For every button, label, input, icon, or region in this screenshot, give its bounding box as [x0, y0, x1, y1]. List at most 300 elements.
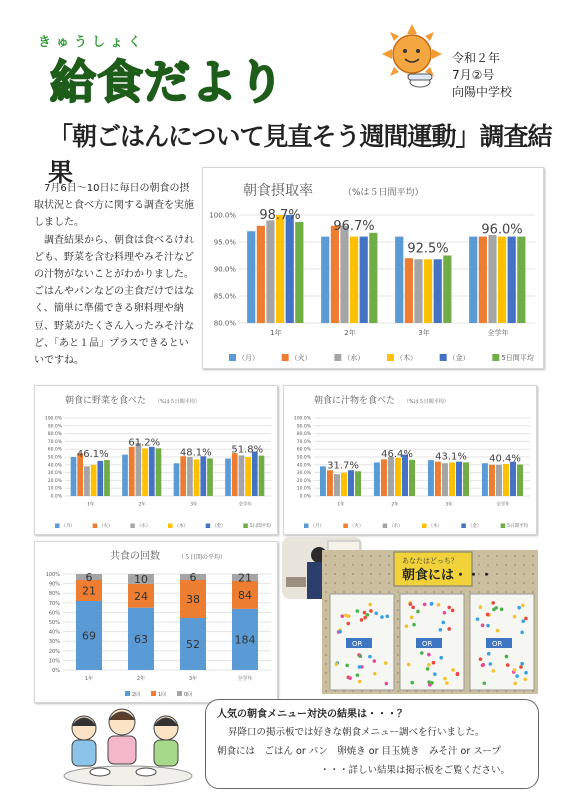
- legend-label: （木）: [428, 524, 442, 529]
- bar: [381, 459, 387, 496]
- bar: [142, 448, 148, 496]
- bar: [245, 457, 251, 496]
- data-label: 21: [82, 584, 96, 598]
- pegboard-hole: [379, 582, 381, 584]
- y-tick-label: 0.0%: [50, 494, 62, 500]
- bar: [449, 462, 455, 496]
- pegboard-hole: [424, 591, 426, 593]
- pegboard-hole: [370, 555, 372, 557]
- poster-or-3: OR: [492, 640, 503, 648]
- vote-sticker: [356, 673, 360, 677]
- bar: [71, 457, 77, 496]
- pegboard-hole: [388, 564, 390, 566]
- photo-breakfast-poster: [322, 550, 538, 694]
- data-label: 96.0%: [481, 222, 523, 238]
- x-tick-label: 2年: [136, 676, 146, 682]
- vote-sticker: [409, 602, 413, 606]
- y-tick-label: 90.0%: [213, 265, 236, 274]
- bar: [331, 226, 339, 323]
- vote-sticker: [358, 680, 362, 684]
- pegboard-hole: [370, 591, 372, 593]
- vote-sticker: [520, 631, 524, 635]
- bar: [187, 457, 193, 496]
- legend-label: （水）: [343, 354, 365, 362]
- legend-swatch: [168, 524, 173, 529]
- bar: [334, 474, 340, 496]
- vote-sticker: [506, 663, 510, 667]
- pegboard-hole: [325, 591, 327, 593]
- bar: [405, 258, 413, 323]
- pegboard-hole: [397, 663, 399, 665]
- pegboard-hole: [514, 591, 516, 593]
- vote-sticker: [433, 672, 437, 676]
- legend-label: （水）: [136, 524, 151, 529]
- y-tick-label: 95.0%: [213, 238, 236, 247]
- newsletter-title: 給食だより: [50, 55, 285, 109]
- pegboard-hole: [388, 555, 390, 557]
- y-tick-label: 20%: [48, 648, 60, 655]
- issue-info: [452, 50, 512, 101]
- y-tick-label: 40.0%: [296, 463, 311, 469]
- vote-sticker: [447, 627, 451, 631]
- bar: [84, 466, 90, 496]
- pegboard-hole: [523, 582, 525, 584]
- vote-sticker: [430, 602, 434, 606]
- vote-sticker: [427, 663, 431, 667]
- vote-sticker: [513, 615, 517, 619]
- vote-sticker: [479, 605, 483, 609]
- chart-title: 朝食に野菜を食べた: [65, 396, 147, 406]
- vote-sticker: [427, 653, 431, 657]
- legend-label: （月）: [238, 354, 259, 362]
- chart-soup-svg: [284, 386, 536, 534]
- y-tick-label: 20.0%: [296, 478, 311, 484]
- vote-sticker: [496, 629, 500, 633]
- legend-label: 5日間平均: [501, 354, 534, 362]
- bar: [341, 473, 347, 496]
- vote-sticker: [491, 601, 495, 605]
- vote-sticker: [368, 603, 372, 607]
- legend-label: 5日間平均: [249, 524, 271, 529]
- y-tick-label: 80.0%: [213, 319, 236, 328]
- poster-title: 朝食には・・・: [402, 568, 494, 583]
- title-ruby: きゅうしょく: [38, 35, 147, 50]
- pegboard-hole: [397, 627, 399, 629]
- vote-sticker: [346, 622, 350, 626]
- kids-eating-illustration: [60, 702, 196, 786]
- bar: [508, 237, 516, 323]
- legend-label: （木）: [174, 524, 188, 529]
- bar: [424, 259, 432, 323]
- vote-sticker: [410, 615, 414, 619]
- data-label: 84: [238, 588, 252, 602]
- pegboard-hole: [397, 636, 399, 638]
- data-label: 46.1%: [76, 449, 109, 461]
- pegboard-hole: [406, 591, 408, 593]
- pegboard-hole: [505, 564, 507, 566]
- bar: [395, 237, 403, 323]
- vote-sticker: [451, 609, 455, 613]
- y-tick-label: 70.0%: [47, 439, 62, 445]
- vote-sticker: [407, 663, 411, 667]
- bar: [350, 237, 358, 323]
- legend-label: （火）: [99, 524, 113, 529]
- bar: [488, 235, 496, 323]
- bar: [414, 259, 422, 323]
- y-tick-label: 40%: [48, 629, 60, 636]
- pegboard-hole: [325, 573, 327, 575]
- y-tick-label: 80%: [48, 591, 60, 598]
- pegboard-hole: [334, 564, 336, 566]
- pegboard-hole: [523, 573, 525, 575]
- y-tick-label: 30.0%: [47, 471, 62, 477]
- chart-breakfast-rate: [202, 167, 544, 369]
- data-label: 6: [189, 571, 197, 584]
- pegboard-hole: [397, 591, 399, 593]
- legend-swatch: [440, 354, 447, 361]
- pegboard-hole: [523, 591, 525, 593]
- vote-sticker: [423, 603, 427, 607]
- pegboard-hole: [325, 609, 327, 611]
- x-tick-label: 全学年: [237, 676, 253, 682]
- chart-eating-together: [34, 541, 278, 703]
- pegboard-hole: [352, 591, 354, 593]
- bar: [91, 465, 97, 496]
- legend-swatch: [387, 354, 394, 361]
- data-label: 24: [134, 589, 148, 603]
- pegboard-hole: [325, 618, 327, 620]
- pegboard-hole: [325, 627, 327, 629]
- pegboard-hole: [379, 555, 381, 557]
- pegboard-hole: [325, 672, 327, 674]
- bar: [395, 458, 401, 496]
- y-tick-label: 100.0%: [293, 416, 311, 422]
- vote-sticker: [513, 668, 517, 672]
- y-tick-label: 100.0%: [44, 416, 62, 422]
- y-tick-label: 40.0%: [47, 463, 62, 469]
- data-label: 98.7%: [259, 208, 301, 224]
- sun-mascot-icon: [380, 22, 444, 90]
- bar: [232, 453, 238, 496]
- pegboard-hole: [361, 573, 363, 575]
- bar: [388, 457, 394, 496]
- bar: [174, 463, 180, 496]
- vote-sticker: [366, 613, 370, 617]
- x-tick-label: 2年: [344, 329, 356, 337]
- bar: [443, 256, 451, 324]
- vote-sticker: [427, 680, 431, 684]
- data-label: 46.4%: [381, 448, 413, 460]
- vote-sticker: [358, 665, 362, 669]
- bar: [225, 459, 231, 496]
- vote-sticker: [410, 681, 414, 685]
- pegboard-hole: [397, 654, 399, 656]
- bar: [435, 462, 441, 496]
- pegboard-hole: [388, 591, 390, 593]
- pegboard-hole: [325, 564, 327, 566]
- pegboard-hole: [325, 636, 327, 638]
- y-tick-label: 30%: [48, 639, 60, 646]
- pegboard-hole: [523, 564, 525, 566]
- bar: [456, 462, 462, 496]
- bar: [239, 455, 245, 496]
- vote-sticker: [481, 624, 485, 628]
- vote-sticker: [420, 651, 424, 655]
- vote-sticker: [513, 682, 517, 686]
- pegboard-hole: [478, 591, 480, 593]
- vote-sticker: [416, 610, 420, 614]
- pegboard-hole: [478, 564, 480, 566]
- y-tick-label: 85.0%: [213, 292, 236, 301]
- vote-sticker: [345, 664, 349, 668]
- data-label: 69: [82, 629, 96, 643]
- y-tick-label: 70%: [48, 600, 60, 607]
- vote-sticker: [451, 668, 455, 672]
- bar: [266, 220, 274, 323]
- vote-sticker: [348, 676, 352, 680]
- pegboard-hole: [397, 690, 399, 692]
- bar: [122, 455, 128, 496]
- data-label: 48.1%: [179, 447, 212, 459]
- chart-subtitle: （５日間の平均）: [178, 554, 227, 561]
- pegboard-hole: [325, 690, 327, 692]
- pegboard-hole: [505, 555, 507, 557]
- vote-sticker: [432, 661, 436, 665]
- pegboard-hole: [325, 645, 327, 647]
- bar: [463, 462, 469, 496]
- legend-swatch: [243, 524, 248, 529]
- pegboard-hole: [370, 573, 372, 575]
- pegboard-hole: [514, 555, 516, 557]
- y-tick-label: 10%: [48, 658, 60, 665]
- bar: [348, 470, 354, 496]
- pegboard-hole: [514, 564, 516, 566]
- vote-sticker: [441, 621, 445, 625]
- bar: [503, 464, 509, 496]
- bar: [327, 470, 333, 496]
- bar: [496, 465, 502, 496]
- legend-label: （金）: [448, 354, 470, 362]
- pegboard-hole: [352, 573, 354, 575]
- pegboard-hole: [379, 573, 381, 575]
- vote-sticker: [447, 606, 451, 610]
- y-tick-label: 80.0%: [47, 432, 62, 438]
- data-label: 31.7%: [327, 460, 359, 472]
- legend-swatch: [93, 524, 98, 529]
- pegboard-hole: [532, 582, 534, 584]
- vote-sticker: [489, 662, 493, 666]
- pegboard-hole: [505, 582, 507, 584]
- pegboard-hole: [496, 564, 498, 566]
- bar: [402, 455, 408, 496]
- vote-sticker: [521, 604, 525, 608]
- vote-sticker: [487, 652, 491, 656]
- y-tick-label: 50.0%: [296, 455, 311, 461]
- vote-sticker: [519, 665, 523, 669]
- bar: [482, 463, 488, 496]
- x-tick-label: 3年: [418, 329, 430, 337]
- pegboard-hole: [352, 564, 354, 566]
- pegboard-hole: [514, 573, 516, 575]
- data-label: 38: [186, 593, 200, 606]
- pegboard-hole: [496, 555, 498, 557]
- bar: [136, 443, 142, 496]
- pegboard-hole: [325, 582, 327, 584]
- chart-vegetables: [34, 385, 278, 535]
- y-tick-label: 50%: [48, 620, 60, 626]
- poster-or-1: OR: [352, 640, 363, 648]
- bar: [409, 460, 415, 496]
- vote-sticker: [368, 655, 372, 659]
- legend-swatch: [206, 524, 211, 529]
- pegboard-hole: [343, 564, 345, 566]
- x-tick-label: 3年: [445, 502, 453, 508]
- legend-label: （火）: [290, 354, 312, 362]
- legend-swatch: [492, 354, 499, 361]
- y-tick-label: 30.0%: [296, 471, 311, 477]
- vote-sticker: [517, 606, 521, 610]
- x-tick-label: 2年: [391, 502, 399, 508]
- bar: [207, 458, 213, 496]
- pegboard-hole: [532, 573, 534, 575]
- bar: [149, 447, 155, 496]
- bar: [360, 237, 368, 323]
- bar: [320, 466, 326, 496]
- x-tick-label: 全学年: [238, 502, 252, 508]
- pegboard-hole: [496, 591, 498, 593]
- vote-sticker: [385, 682, 389, 686]
- vote-sticker: [426, 667, 430, 671]
- pegboard-hole: [496, 573, 498, 575]
- legend-swatch: [55, 524, 60, 529]
- bar: [374, 462, 380, 496]
- pegboard-hole: [388, 573, 390, 575]
- legend-label: （木）: [396, 354, 417, 362]
- menu-results-line-1: 昇降口の掲示板では好きな朝食メニュー調べを行いました。: [228, 727, 485, 738]
- pegboard-hole: [379, 591, 381, 593]
- pegboard-hole: [343, 591, 345, 593]
- vote-sticker: [524, 671, 528, 675]
- chart-subtitle: （%は５日間平均）: [343, 188, 424, 198]
- data-label: 63: [134, 632, 148, 646]
- legend-label: （火）: [349, 524, 364, 529]
- vote-sticker: [437, 603, 441, 607]
- poster-or-2: OR: [422, 640, 433, 648]
- x-tick-label: 全学年: [496, 502, 510, 508]
- y-tick-label: 60.0%: [47, 447, 62, 453]
- chart-title: 朝食に汁物を食べた: [314, 396, 396, 406]
- pegboard-hole: [532, 555, 534, 557]
- legend-swatch: [383, 524, 388, 529]
- vote-sticker: [335, 662, 339, 666]
- bar: [428, 460, 434, 496]
- pegboard-hole: [334, 573, 336, 575]
- data-label: 96.7%: [333, 218, 375, 234]
- era-label: 令和２年: [452, 51, 501, 65]
- legend-label: 0回: [184, 692, 193, 698]
- pegboard-hole: [523, 555, 525, 557]
- vote-sticker: [373, 672, 377, 676]
- pegboard-hole: [487, 591, 489, 593]
- pegboard-hole: [370, 564, 372, 566]
- y-tick-label: 50.0%: [47, 455, 62, 461]
- legend-swatch: [229, 354, 236, 361]
- pegboard-hole: [397, 600, 399, 602]
- pegboard-hole: [370, 582, 372, 584]
- bar: [498, 237, 506, 323]
- pegboard-hole: [532, 591, 534, 593]
- vote-sticker: [411, 605, 415, 609]
- pegboard-hole: [343, 582, 345, 584]
- vote-sticker: [486, 624, 490, 628]
- poster-question: あなたはどっち？: [402, 557, 458, 565]
- pegboard-hole: [505, 573, 507, 575]
- vote-sticker: [443, 677, 447, 681]
- data-label: 51.8%: [231, 444, 264, 456]
- bar: [295, 222, 303, 323]
- vote-sticker: [500, 608, 504, 612]
- intro-paragraph-2: 調査結果から、朝食は食べるけれども、野菜を含む料理やみそ汁などの汁物がないことがわかりました。ごはんやパンなどの主食だけではなく、簡単に準備できる卵料理や納豆、野菜がたくさん入ったみそ汁など、「あと１品」プラスできるといいですね。: [34, 234, 194, 367]
- menu-results-line-3: ・・・詳しい結果は掲示板をご覧ください。: [320, 765, 511, 776]
- vote-sticker: [476, 617, 480, 621]
- bar: [104, 460, 110, 496]
- vote-sticker: [369, 609, 373, 613]
- vote-sticker: [486, 613, 490, 617]
- vote-sticker: [482, 663, 486, 667]
- pegboard-hole: [505, 591, 507, 593]
- pegboard-hole: [397, 672, 399, 674]
- menu-results-title: 人気の朝食メニュー対決の結果は・・・？: [217, 709, 407, 720]
- legend-swatch: [334, 354, 341, 361]
- chart-title: 共食の回数: [110, 551, 160, 562]
- y-tick-label: 60.0%: [296, 447, 311, 453]
- data-label: 6: [85, 571, 93, 584]
- bar: [247, 231, 255, 323]
- bar: [276, 215, 284, 323]
- pegboard-hole: [325, 681, 327, 683]
- bar: [286, 215, 294, 323]
- data-label: 21: [238, 571, 252, 585]
- bar: [442, 463, 448, 496]
- bar: [194, 459, 200, 496]
- bar: [180, 456, 186, 496]
- data-label: 92.5%: [407, 241, 449, 257]
- bar: [252, 452, 258, 496]
- pegboard-hole: [469, 591, 471, 593]
- pegboard-hole: [325, 654, 327, 656]
- vote-sticker: [479, 657, 483, 661]
- bar: [434, 259, 442, 323]
- pegboard-hole: [451, 591, 453, 593]
- legend-swatch: [461, 524, 466, 529]
- pegboard-hole: [397, 681, 399, 683]
- y-tick-label: 0.0%: [299, 494, 311, 500]
- vote-sticker: [412, 623, 416, 627]
- pegboard-hole: [460, 591, 462, 593]
- vote-sticker: [482, 681, 486, 685]
- menu-results-line-2: 朝食には ごはん or パン 卵焼き or 目玉焼き みそ汁 or スープ: [217, 746, 501, 757]
- vote-sticker: [505, 655, 509, 659]
- vote-sticker: [373, 659, 377, 663]
- pegboard-hole: [442, 591, 444, 593]
- pegboard-hole: [388, 582, 390, 584]
- y-tick-label: 10.0%: [47, 486, 62, 492]
- bar: [517, 464, 523, 496]
- vote-sticker: [363, 611, 367, 615]
- issue-number: 7月②号: [452, 68, 495, 82]
- vote-sticker: [338, 630, 342, 634]
- vote-sticker: [439, 628, 443, 632]
